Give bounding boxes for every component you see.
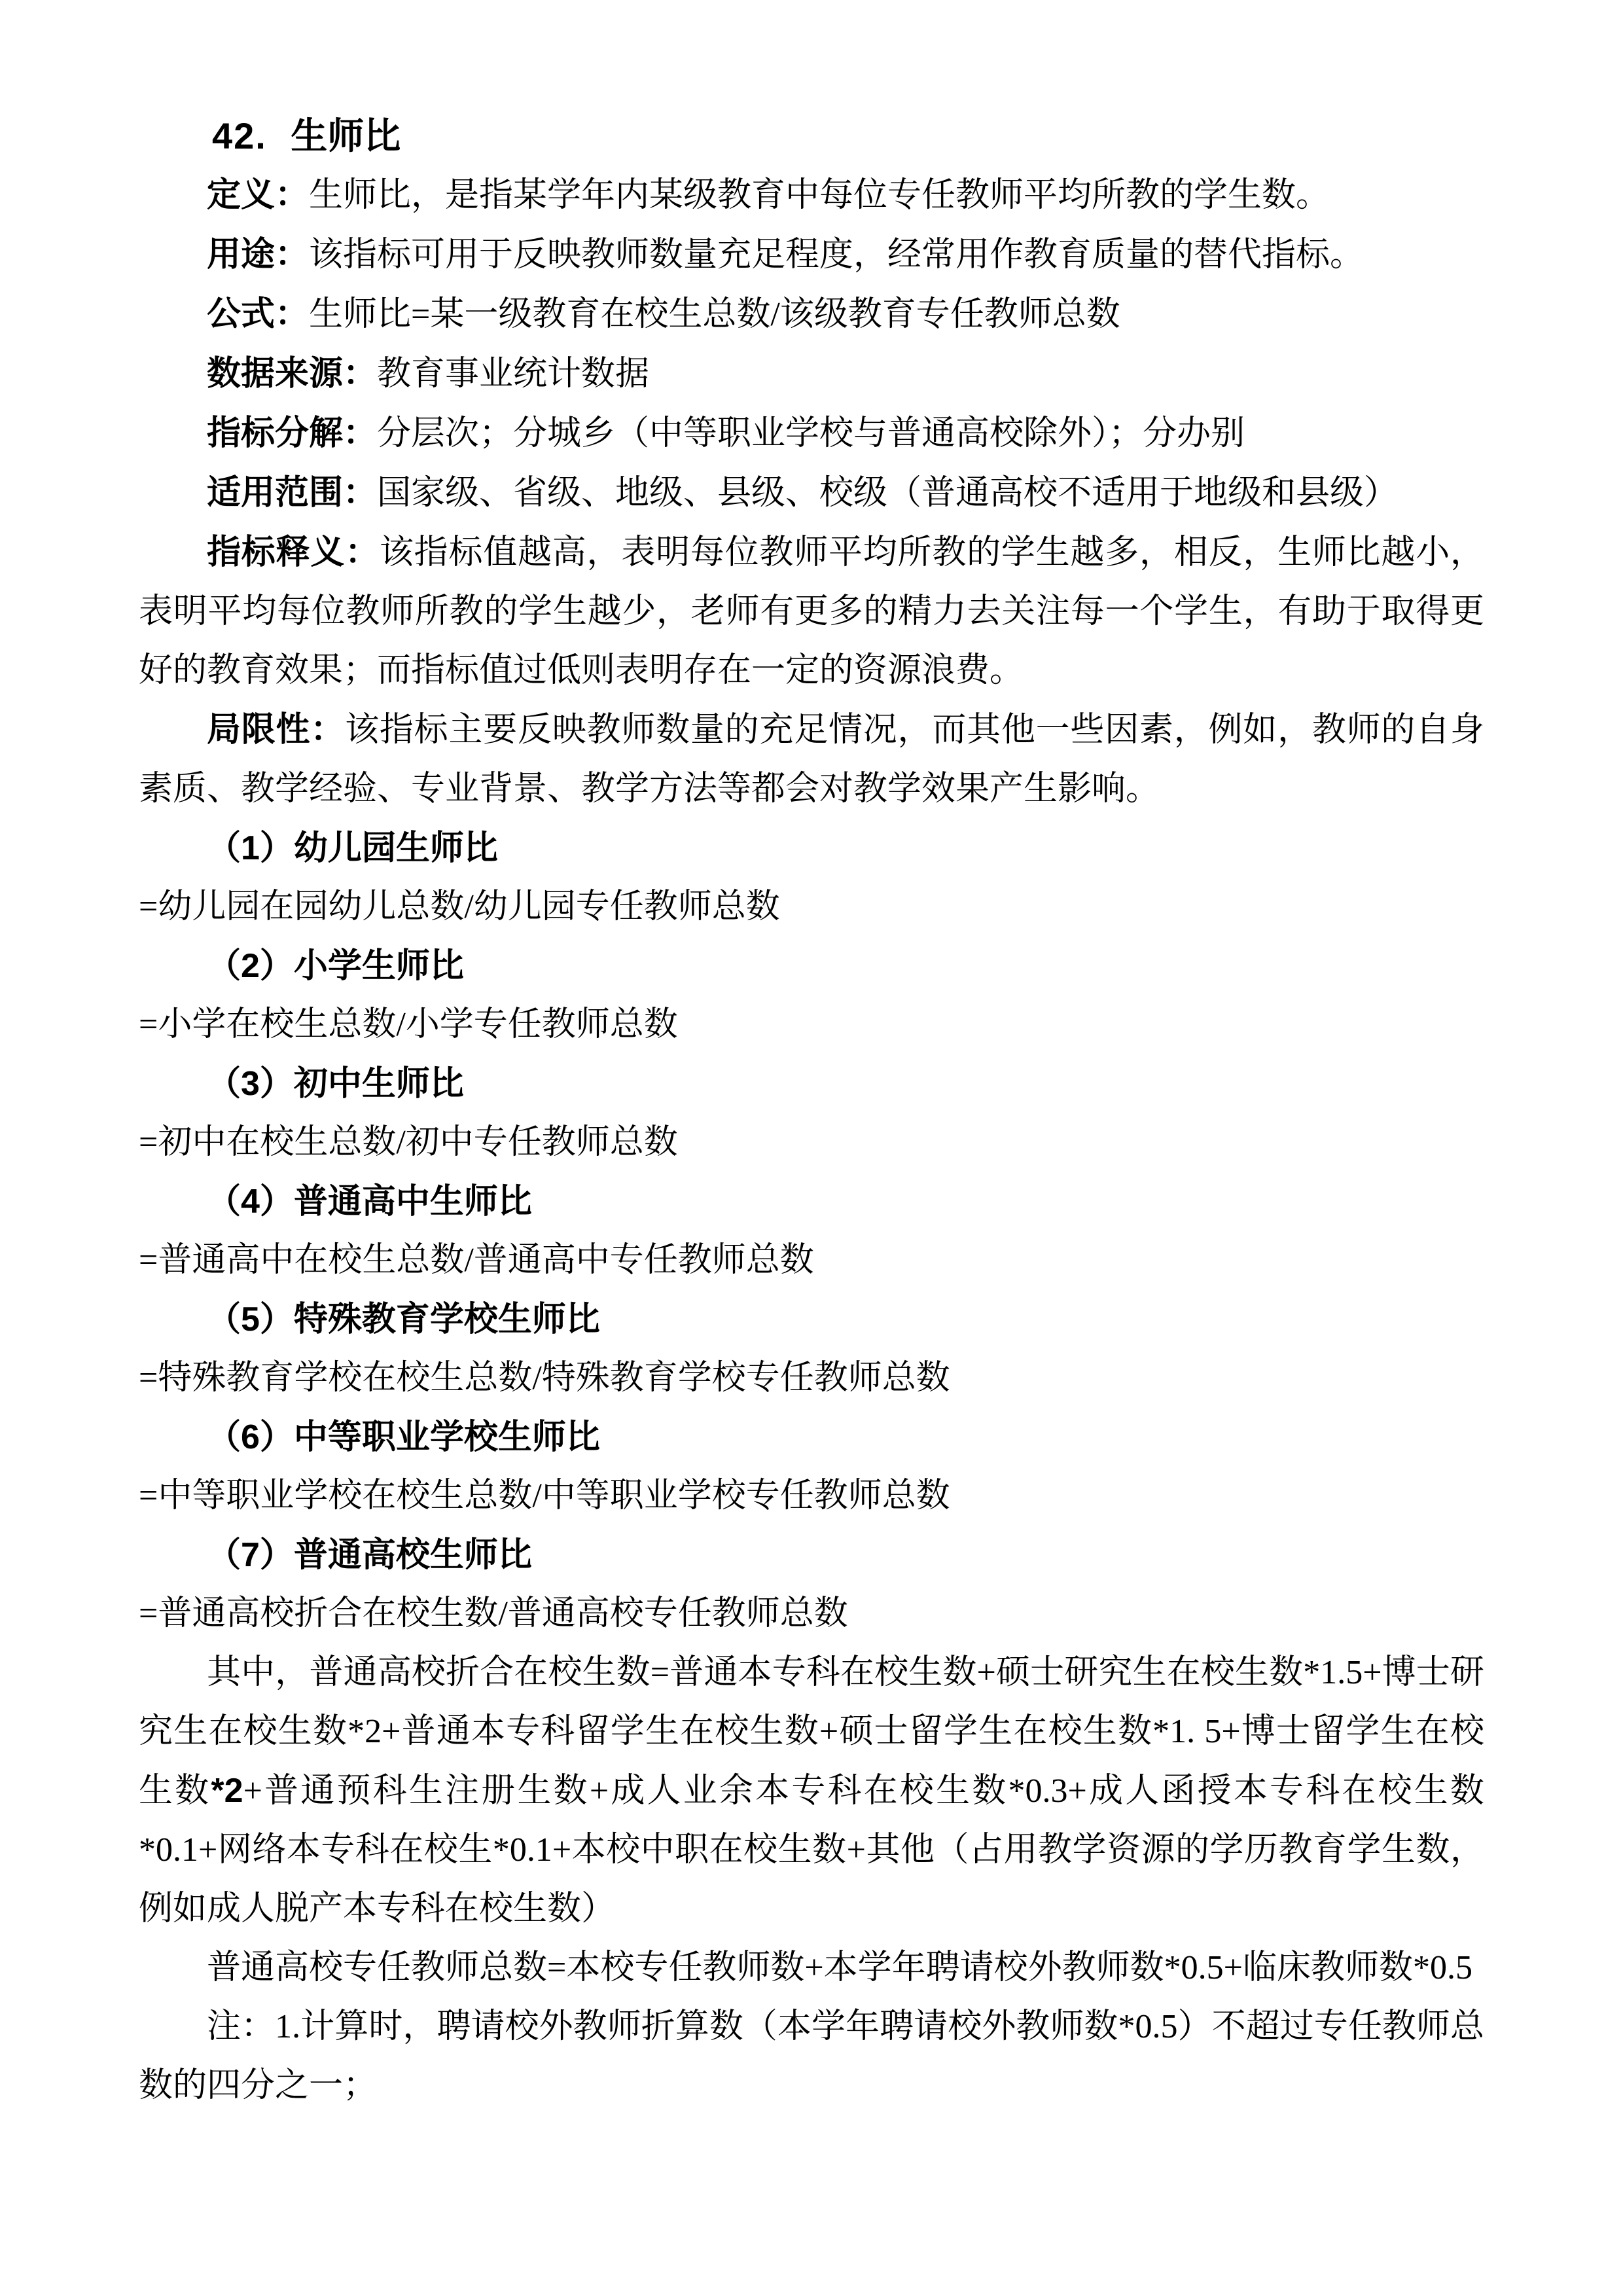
attribute-text: 国家级、省级、地级、县级、校级（普通高校不适用于地级和县级） [377, 475, 1399, 512]
sub-ratio-item [139, 1172, 1484, 1290]
sub-ratio-item [139, 819, 1484, 937]
sub-ratio-item [139, 1054, 1484, 1172]
attribute-text: 教育事业统计数据 [377, 355, 650, 393]
sub-ratio-heading: （2）小学生师比 [207, 947, 464, 985]
sub-ratio-heading: （3）初中生师比 [207, 1065, 464, 1103]
sub-ratio-heading: （4）普通高中生师比 [207, 1183, 532, 1221]
attribute-paragraph [139, 463, 1484, 523]
attribute-label: 指标释义： [207, 533, 380, 571]
sub-ratio-item [139, 937, 1484, 1054]
sub-ratio-heading: （7）普通高校生师比 [207, 1536, 532, 1574]
sub-ratio-formula: =普通高校折合在校生数/普通高校专任教师总数 [139, 1595, 848, 1632]
attribute-paragraph [139, 344, 1484, 404]
sub-ratio-item [139, 1408, 1484, 1526]
note-paragraph [139, 1998, 1484, 2115]
sub-ratio-formula: =小学在校生总数/小学专任教师总数 [139, 1006, 678, 1043]
sub-ratio-item [139, 1290, 1484, 1408]
sub-ratio-heading: （5）特殊教育学校生师比 [207, 1300, 600, 1338]
sub-ratio-formula: =初中在校生总数/初中专任教师总数 [139, 1124, 678, 1161]
section-number: 42. [212, 115, 267, 156]
notes-list [139, 1643, 1484, 2115]
sub-ratio-formula: =特殊教育学校在校生总数/特殊教育学校专任教师总数 [139, 1359, 950, 1397]
attribute-label: 定义： [207, 176, 310, 214]
attribute-text: 该指标值越高，表明每位教师平均所教的学生越多，相反，生师比越小，表明平均每位教师所教的学生越少，老师有更多的精力去关注每一个学生，有助于取得更好的教育效果；而指标值过低则表明存在一定的资源浪费。 [139, 534, 1484, 689]
sub-ratio-item [139, 1526, 1484, 1643]
attribute-text: 生师比=某一级教育在校生总数/该级教育专任教师总数 [309, 296, 1120, 333]
note-paragraph [139, 1939, 1484, 1998]
attribute-paragraph [139, 404, 1484, 463]
attribute-label: 指标分解： [207, 414, 378, 452]
sub-ratio-heading: （1）幼儿园生师比 [207, 829, 498, 867]
note-segment: +普通预科生注册生数+成人业余本专科在校生数*0.3+成人函授本专科在校生数*0.1+网络本专科在校生*0.1+本校中职在校生数+其他（占用教学资源的学历教育学生数，例如成人脱产本专科在校生数） [139, 1772, 1484, 1928]
note-segment: *2 [211, 1772, 243, 1810]
note-paragraph [139, 1643, 1484, 1939]
attribute-text: 该指标可用于反映教师数量充足程度，经常用作教育质量的替代指标。 [309, 236, 1364, 274]
note-segment: 普通高校专任教师总数=本校专任教师数+本学年聘请校外教师数*0.5+临床教师数*0.5 [207, 1949, 1472, 1986]
sub-ratio-formula: =幼儿园在园幼儿总数/幼儿园专任教师总数 [139, 888, 780, 925]
attribute-paragraph [139, 225, 1484, 285]
attribute-paragraph [139, 700, 1484, 819]
attribute-label: 局限性： [207, 711, 346, 749]
section-title: 生师比 [291, 115, 401, 156]
sub-ratio-heading: （6）中等职业学校生师比 [207, 1418, 600, 1456]
note-segment: 其中，普通高校折合在校生数=普通本专科在校生数+硕士研究生在校生数*1.5+博士研究生在校生数*2+普通本专科留学生在校生数+硕士留学生在校生数*1. 5+博士留学生在校生数 [139, 1654, 1484, 1810]
attribute-paragraph [139, 166, 1484, 225]
attribute-paragraph [139, 285, 1484, 344]
attribute-paragraph [139, 523, 1484, 700]
sub-ratio-list [139, 819, 1484, 1643]
attribute-label: 用途： [207, 236, 310, 274]
attribute-text: 分层次；分城乡（中等职业学校与普通高校除外）；分办别 [377, 415, 1245, 452]
attribute-label: 适用范围： [207, 474, 378, 512]
attribute-label: 数据来源： [207, 355, 378, 393]
attribute-text: 生师比，是指某学年内某级教育中每位专任教师平均所教的学生数。 [309, 177, 1330, 214]
attribute-paragraphs [139, 166, 1484, 819]
note-segment: 注：1.计算时，聘请校外教师折算数（本学年聘请校外教师数*0.5）不超过专任教师总数的四分之一； [139, 2008, 1484, 2104]
section-heading [139, 107, 1484, 166]
sub-ratio-formula: =中等职业学校在校生总数/中等职业学校专任教师总数 [139, 1477, 950, 1515]
sub-ratio-formula: =普通高中在校生总数/普通高中专任教师总数 [139, 1242, 814, 1279]
attribute-text: 该指标主要反映教师数量的充足情况，而其他一些因素，例如，教师的自身素质、教学经验、专业背景、教学方法等都会对教学效果产生影响。 [139, 711, 1484, 808]
attribute-label: 公式： [207, 295, 310, 333]
